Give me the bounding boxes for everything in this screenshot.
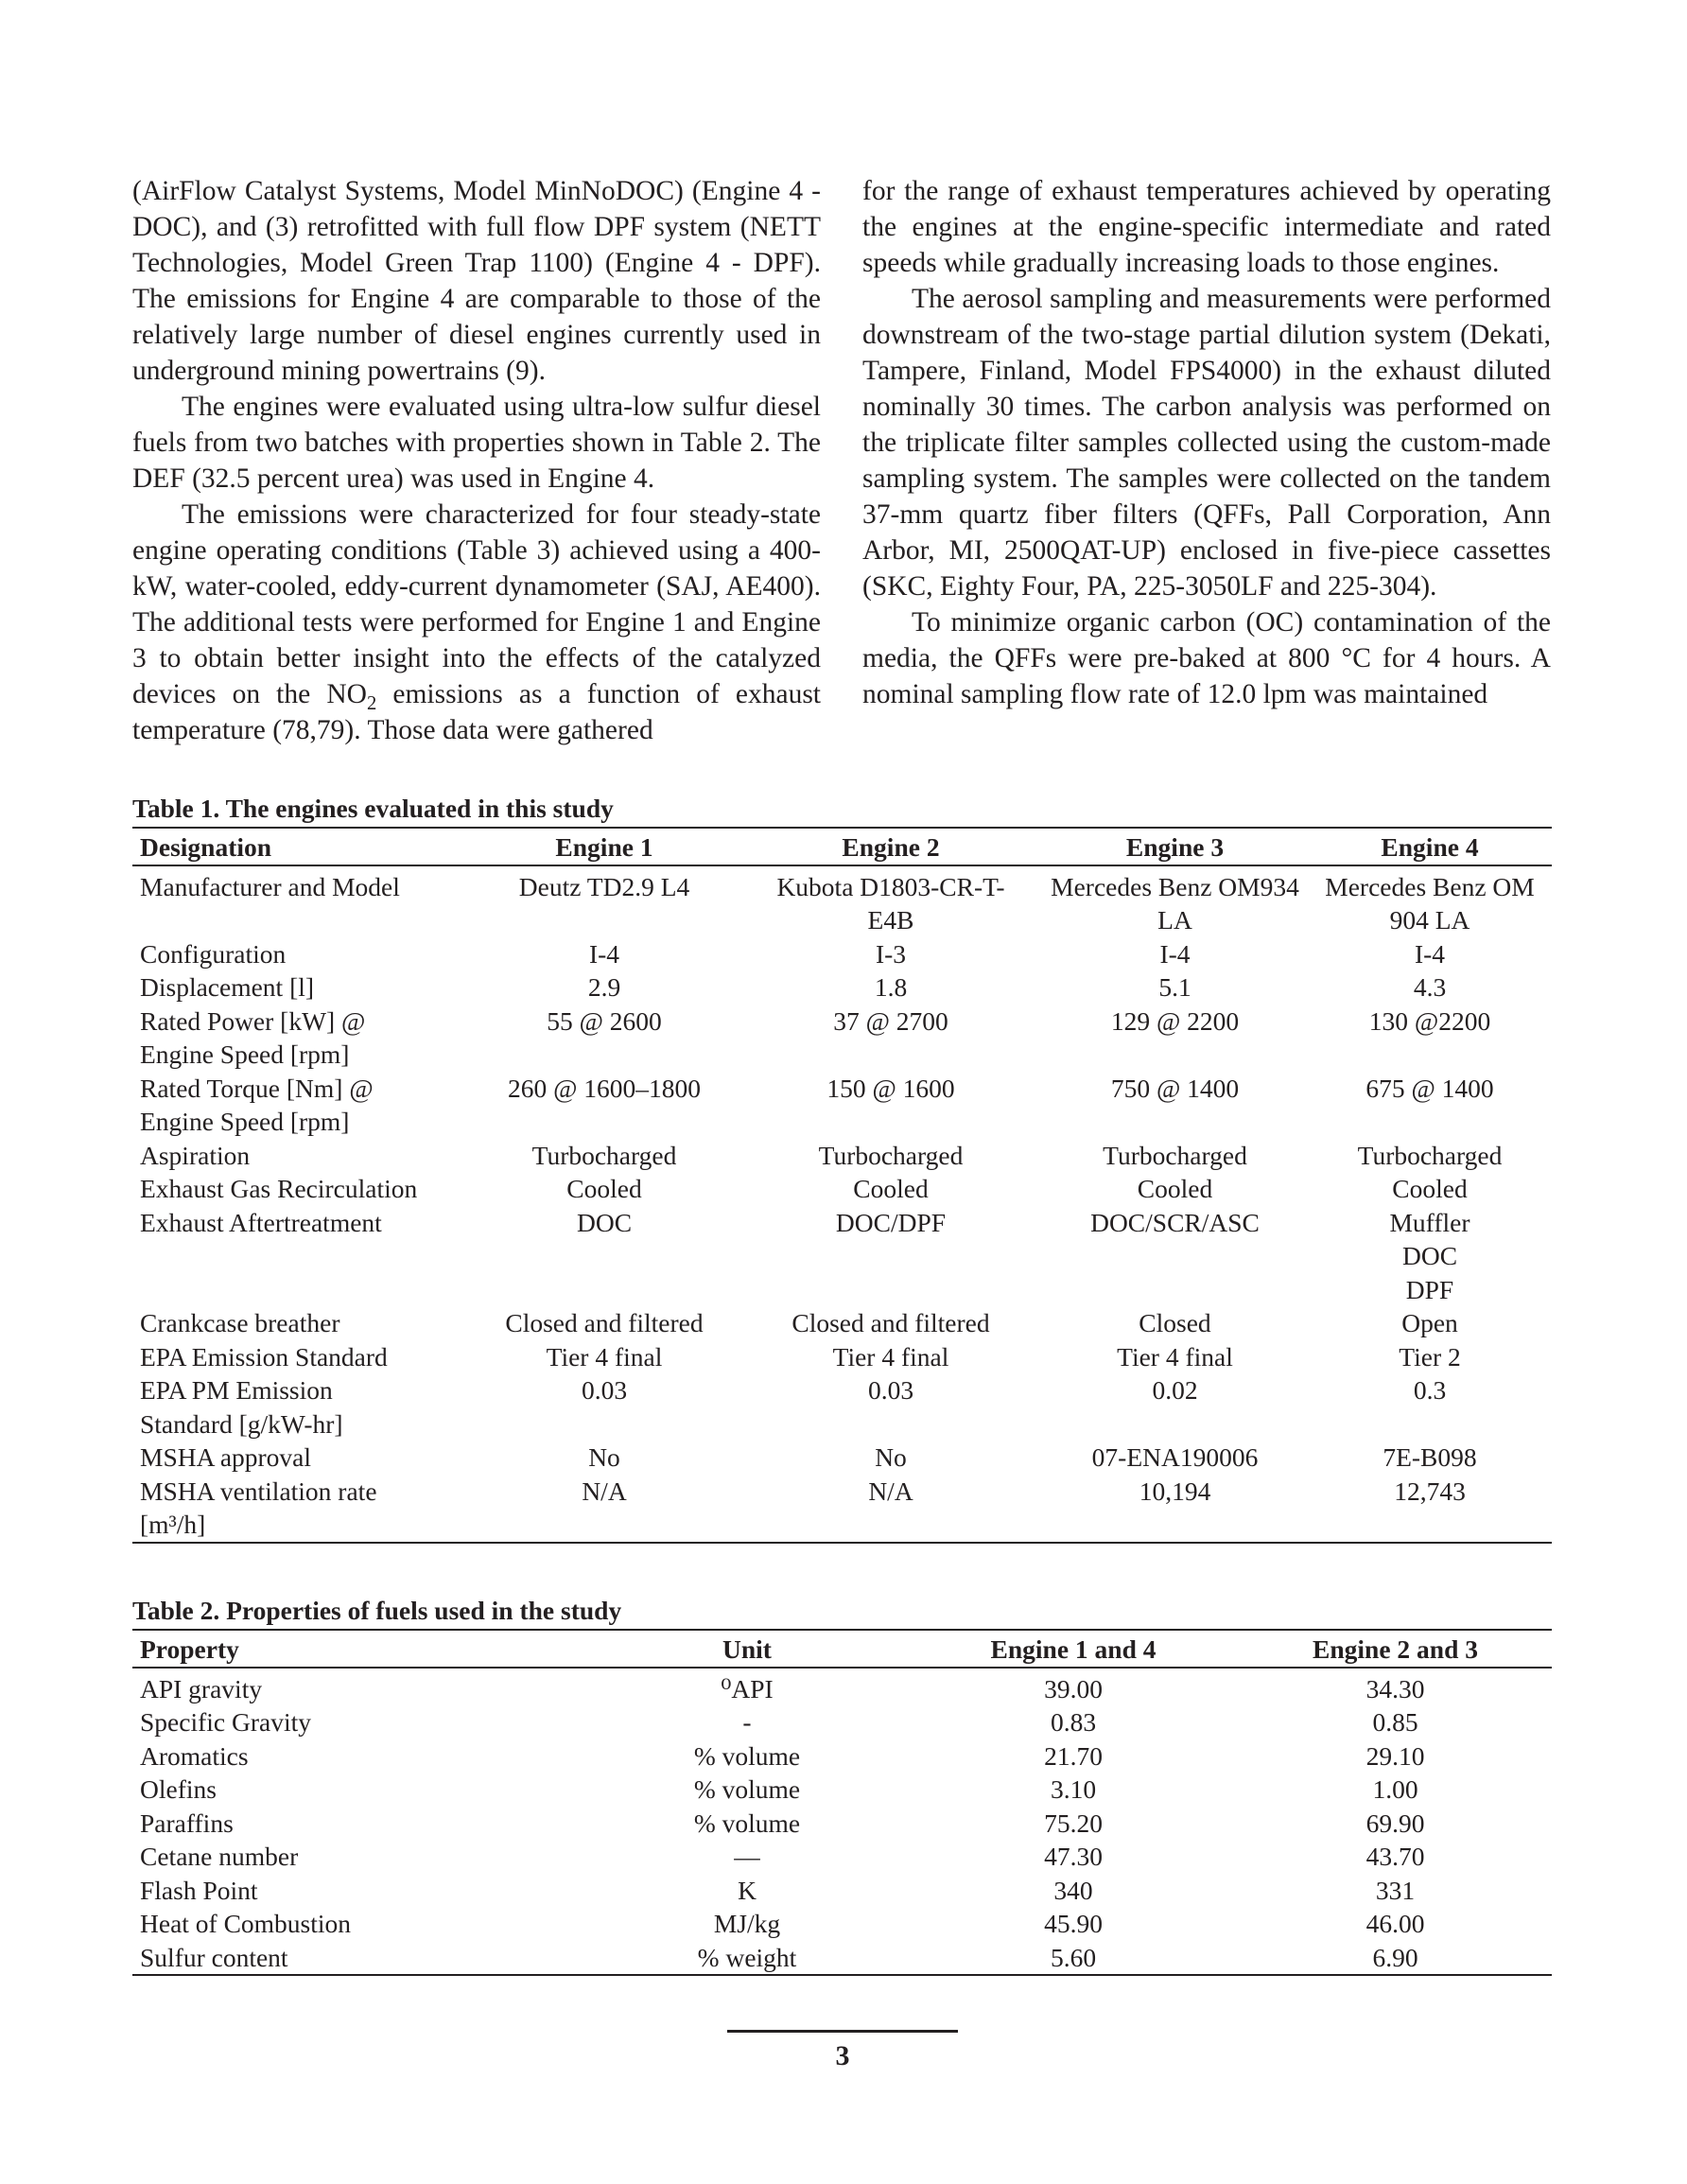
table-cell (1308, 970, 1552, 1005)
row-label: Cetane number (140, 1842, 299, 1871)
table-row (132, 1206, 1552, 1307)
table1-caption: Table 1. The engines evaluated in this study (132, 794, 614, 823)
cell-line: N/A (582, 1476, 627, 1506)
table-cell (1042, 1340, 1308, 1374)
cell-line: [m³/h] (140, 1510, 206, 1539)
table-row (132, 1705, 1552, 1739)
table-cell (1308, 1373, 1552, 1441)
cell-line: 07-ENA190006 (1091, 1442, 1259, 1472)
table-row (132, 1807, 1552, 1841)
cell-line: Displacement [l] (140, 972, 315, 1002)
table-row (132, 1907, 1552, 1941)
cell-line: 129 @ 2200 (1110, 1005, 1240, 1036)
paragraph (862, 281, 1551, 604)
table-row (132, 1139, 1552, 1173)
table-row (132, 1840, 1552, 1874)
table-cell: 6.90 (1239, 1941, 1552, 1976)
column-header: Engine 3 (1042, 828, 1308, 865)
cell-line: DOC/SCR/ASC (1090, 1207, 1260, 1237)
table-cell (739, 1340, 1042, 1374)
text-run: emissions as a function of exhaust temperature (78,79). Those data were gathered (132, 679, 821, 745)
column-header: Designation (132, 828, 469, 865)
cell-line: Muffler (1389, 1207, 1470, 1237)
cell-line: Tier 4 final (546, 1341, 663, 1372)
cell-line: 0.3 (1413, 1375, 1447, 1405)
table-cell (1308, 1172, 1552, 1206)
table-cell (739, 1139, 1042, 1173)
table-cell: 331 (1375, 1875, 1416, 1905)
cell-line: 260 @ 1600–1800 (507, 1073, 702, 1103)
table-cell: 46.00 (1365, 1909, 1425, 1938)
text-run: for the range of exhaust temperatures achieved by operating the engines at the engine-specific intermediate and rated speeds while gradually increasing loads to those engines. (862, 176, 1551, 278)
table-cell (739, 1206, 1042, 1307)
fuel-properties-table (132, 1629, 1552, 1976)
row-label (132, 1340, 469, 1374)
cell-line: Deutz TD2.9 L4 (518, 871, 690, 901)
cell-line: DOC (576, 1207, 633, 1237)
table-row (132, 1773, 1552, 1807)
table-cell (1308, 1005, 1552, 1072)
table-row (132, 1739, 1552, 1773)
row-label (132, 1475, 469, 1543)
cell-line: I-4 (588, 938, 620, 969)
table-cell (1308, 1306, 1552, 1340)
cell-line: N/A (868, 1476, 913, 1506)
table-row (132, 1373, 1552, 1441)
cell-line: Cooled (1137, 1174, 1213, 1203)
cell-line: Tier 4 final (832, 1341, 949, 1372)
table-cell: % volume (693, 1774, 801, 1804)
table-cell: 3.10 (1050, 1774, 1097, 1804)
cell-line: MSHA approval (140, 1442, 312, 1472)
table-cell (469, 1072, 739, 1139)
column-header: Engine 2 (739, 828, 1042, 865)
table-cell (469, 1306, 739, 1340)
table-row (132, 1005, 1552, 1072)
table-row (132, 1441, 1552, 1475)
row-label (132, 1373, 469, 1441)
table-cell (469, 1172, 739, 1206)
column-header: Engine 2 and 3 (1239, 1630, 1552, 1668)
row-label: Olefins (140, 1774, 217, 1804)
table-cell (739, 865, 1042, 937)
table-cell: % volume (693, 1740, 801, 1771)
paragraph (862, 173, 1551, 281)
table-cell: 47.30 (1044, 1842, 1103, 1871)
row-label: Specific Gravity (140, 1707, 311, 1737)
cell-line: 4.3 (1413, 972, 1447, 1002)
table-cell (1042, 1139, 1308, 1173)
footer-rule (727, 2030, 958, 2033)
cell-line: 0.03 (867, 1375, 914, 1405)
table-cell: ⁰API (721, 1673, 774, 1704)
cell-line: Turbocharged (531, 1140, 677, 1170)
cell-line: No (588, 1442, 620, 1472)
table-cell: 34.30 (1365, 1673, 1425, 1704)
table-cell: % weight (586, 1941, 908, 1976)
table-cell (1042, 865, 1308, 937)
table-cell (469, 1139, 739, 1173)
cell-line: Closed and filtered (505, 1308, 704, 1337)
table-cell: — (734, 1842, 760, 1871)
row-label (132, 1172, 469, 1206)
cell-line: Cooled (566, 1174, 642, 1203)
cell-line: 7E-B098 (1383, 1442, 1477, 1472)
table-cell (739, 970, 1042, 1005)
cell-line: Rated Torque [Nm] @ (140, 1073, 374, 1103)
cell-line: 0.02 (1152, 1375, 1198, 1405)
row-label (132, 1441, 469, 1475)
left-column (132, 173, 821, 748)
table-cell: 5.60 (908, 1941, 1239, 1976)
text-run: (AirFlow Catalyst Systems, Model MinNoDOC) (Engine 4 - DOC), and (3) retrofitted with full flow DPF system (NETT Technologies, Model Green Trap 1100) (Engine 4 - DPF). The emissions for Engine 4 are comparable to those of the relatively large number of diesel engines currently used in underground mining powertrains (9). (132, 176, 821, 386)
table-cell (1042, 1306, 1308, 1340)
table-cell (469, 1475, 739, 1543)
cell-line: I-4 (1159, 938, 1191, 969)
table-cell (1308, 1139, 1552, 1173)
text-run: The aerosol sampling and measurements were performed downstream of the two-stage partial dilution system (Dekati, Tampere, Finland, Model FPS4000) in the exhaust diluted nominally 30 times. The carbon analysis was performed on the triplicate filter samples collected using the custom-made sampling system. The samples were collected on the tandem 37-mm quartz fiber filters (QFFs, Pall Corporation, Ann Arbor, MI, 2500QAT-UP) enclosed in five-piece cassettes (SKC, Eighty Four, PA, 225-3050LF and 225-304). (862, 284, 1551, 602)
table2-caption: Table 2. Properties of fuels used in the study (132, 1596, 622, 1625)
cell-line: Manufacturer and Model (140, 871, 400, 901)
cell-line: Turbocharged (1103, 1140, 1247, 1170)
table-cell: 69.90 (1365, 1808, 1425, 1838)
row-label (132, 865, 469, 937)
table-cell (469, 1005, 739, 1072)
paragraph (132, 389, 821, 497)
table-row (132, 865, 1552, 937)
subscript: 2 (366, 692, 377, 714)
table-row (132, 970, 1552, 1005)
row-label: Aromatics (140, 1740, 249, 1771)
table-cell: 43.70 (1365, 1842, 1425, 1871)
table-cell (1042, 1172, 1308, 1206)
table-cell (1042, 1206, 1308, 1307)
cell-line: I-4 (1414, 938, 1446, 969)
row-label: Flash Point (140, 1875, 258, 1905)
table-cell (469, 1441, 739, 1475)
cell-line: 2.9 (587, 972, 621, 1002)
cell-line: Turbocharged (1357, 1140, 1503, 1170)
table-cell (1042, 970, 1308, 1005)
table-cell (469, 1340, 739, 1374)
table-cell: 45.90 (1044, 1909, 1103, 1938)
table-cell: 0.85 (1372, 1707, 1418, 1737)
right-column (862, 173, 1551, 748)
cell-line: 55 @ 2600 (547, 1005, 662, 1036)
table-cell (469, 937, 739, 971)
cell-line: I-3 (875, 938, 907, 969)
table-cell: 39.00 (1044, 1673, 1103, 1704)
table-cell (739, 1475, 1042, 1543)
table-cell (1042, 1072, 1308, 1139)
table-cell (1308, 1475, 1552, 1543)
row-label (132, 1005, 469, 1072)
paragraph (862, 604, 1551, 712)
cell-line: EPA Emission Standard (140, 1341, 388, 1372)
cell-line: 37 @ 2700 (833, 1005, 948, 1036)
cell-line: Open (1401, 1308, 1458, 1337)
table-cell (1042, 937, 1308, 971)
cell-line: Aspiration (140, 1140, 251, 1170)
row-label: Heat of Combustion (140, 1909, 352, 1938)
cell-line: Closed (1139, 1308, 1211, 1337)
cell-line: DOC/DPF (835, 1207, 947, 1237)
column-header: Property (132, 1630, 586, 1668)
row-label (132, 1139, 469, 1173)
table-cell (739, 1072, 1042, 1139)
cell-line: 5.1 (1158, 972, 1191, 1002)
cell-line: Standard [g/kW-hr] (140, 1408, 343, 1439)
table-cell: 29.10 (1365, 1740, 1425, 1771)
cell-line: DPF (1405, 1274, 1454, 1304)
table-cell (739, 937, 1042, 971)
paragraph (132, 173, 821, 389)
table-cell (1308, 1072, 1552, 1139)
column-header: Unit (586, 1630, 908, 1668)
table-cell: K (738, 1875, 757, 1905)
cell-line: Mercedes Benz OM (1325, 871, 1535, 901)
table-cell: 75.20 (1044, 1808, 1103, 1838)
table-cell: 340 (1053, 1875, 1093, 1905)
cell-line: Tier 2 (1399, 1341, 1461, 1372)
table-cell (1042, 1373, 1308, 1441)
table-row (132, 1072, 1552, 1139)
cell-line: 10,194 (1139, 1476, 1211, 1506)
table-cell (1308, 937, 1552, 971)
engines-table (132, 827, 1552, 1544)
table-cell (1308, 865, 1552, 937)
cell-line: Turbocharged (818, 1140, 964, 1170)
table-row (132, 1941, 1552, 1976)
table-cell (469, 1373, 739, 1441)
table-row (132, 1668, 1552, 1706)
row-label: Paraffins (140, 1808, 234, 1838)
cell-line: Exhaust Gas Recirculation (140, 1174, 418, 1203)
cell-line: No (875, 1442, 907, 1472)
row-label (132, 1306, 469, 1340)
page-number: 3 (835, 2040, 850, 2071)
table-cell (1042, 1441, 1308, 1475)
table-cell: MJ/kg (713, 1909, 781, 1938)
table-cell (1042, 1475, 1308, 1543)
cell-line: Engine Speed [rpm] (140, 1107, 350, 1136)
cell-line: Tier 4 final (1117, 1341, 1233, 1372)
cell-line: MSHA ventilation rate (140, 1476, 377, 1506)
table-row (132, 1475, 1552, 1543)
table-row (132, 1340, 1552, 1374)
cell-line: Cooled (1392, 1174, 1468, 1203)
row-label (132, 937, 469, 971)
row-label: Sulfur content (132, 1941, 586, 1976)
cell-line: LA (1157, 905, 1192, 935)
table-row (132, 1172, 1552, 1206)
paragraph (132, 497, 821, 748)
table-cell (1042, 1005, 1308, 1072)
cell-line: Rated Power [kW] @ (140, 1005, 366, 1036)
text-run: The engines were evaluated using ultra-low sulfur diesel fuels from two batches with properties shown in Table 2. The DEF (32.5 percent urea) was used in Engine 4. (132, 392, 821, 494)
table-cell (1308, 1441, 1552, 1475)
table-cell (739, 1172, 1042, 1206)
cell-line: Closed and filtered (791, 1308, 990, 1337)
table-cell: - (742, 1707, 752, 1737)
table-cell (469, 865, 739, 937)
cell-line: 750 @ 1400 (1110, 1073, 1240, 1103)
body-text (132, 173, 1551, 748)
cell-line: Mercedes Benz OM934 (1051, 871, 1299, 901)
cell-line: 12,743 (1394, 1476, 1466, 1506)
cell-line: Crankcase breather (140, 1308, 340, 1337)
cell-line: 130 @2200 (1368, 1005, 1491, 1036)
table-cell (469, 970, 739, 1005)
table-cell (739, 1441, 1042, 1475)
text-run: To minimize organic carbon (OC) contamination of the media, the QFFs were pre-baked at 800 °C for 4 hours. A nominal sampling flow rate of 12.0 lpm was maintained (862, 607, 1551, 709)
table-row (132, 937, 1552, 971)
column-header: Engine 4 (1308, 828, 1552, 865)
cell-line: DOC (1401, 1241, 1458, 1270)
cell-line: 904 LA (1389, 905, 1470, 935)
table-cell: 21.70 (1044, 1740, 1103, 1771)
row-label (132, 970, 469, 1005)
cell-line: Kubota D1803-CR-T- (776, 871, 1005, 901)
table-cell: 0.83 (1050, 1707, 1097, 1737)
table-cell (1308, 1206, 1552, 1307)
table-cell (739, 1373, 1042, 1441)
row-label: API gravity (140, 1673, 263, 1704)
row-label (132, 1072, 469, 1139)
cell-line: 675 @ 1400 (1365, 1073, 1494, 1103)
table-cell (739, 1306, 1042, 1340)
table-cell: % volume (693, 1808, 801, 1838)
cell-line: Configuration (140, 938, 287, 969)
table-row (132, 1306, 1552, 1340)
cell-line: EPA PM Emission (140, 1375, 333, 1405)
table-cell: 1.00 (1372, 1774, 1418, 1804)
cell-line: E4B (867, 905, 914, 935)
text-run: The emissions were characterized for four steady-state engine operating conditions (Table 3) achieved using a 400-kW, water-cooled, eddy-current dynamometer (SAJ, AE400). The additional tests were performed for Engine 1 and Engine 3 to obtain better insight into the effects of the catalyzed devices on the NO (132, 499, 821, 709)
table-cell (1308, 1340, 1552, 1374)
column-header: Engine 1 (469, 828, 739, 865)
table-cell (469, 1206, 739, 1307)
cell-line: 0.03 (581, 1375, 628, 1405)
cell-line: Exhaust Aftertreatment (140, 1207, 382, 1237)
cell-line: Cooled (853, 1174, 929, 1203)
row-label (132, 1206, 469, 1307)
table-row (132, 1874, 1552, 1908)
table-cell (739, 1005, 1042, 1072)
cell-line: 150 @ 1600 (826, 1073, 955, 1103)
cell-line: Engine Speed [rpm] (140, 1040, 350, 1069)
cell-line: 1.8 (874, 972, 908, 1002)
column-header: Engine 1 and 4 (908, 1630, 1239, 1668)
